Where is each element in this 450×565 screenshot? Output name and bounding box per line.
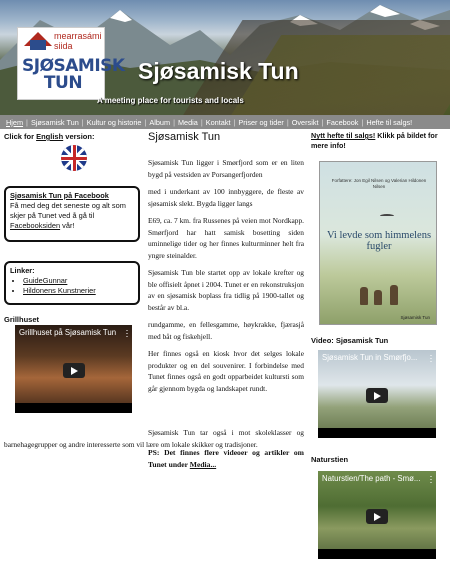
figure-icon — [374, 290, 382, 305]
video-title: Grillhuset på Sjøsamisk Tun — [19, 328, 117, 337]
link-guidegunnar[interactable]: • GuideGunnar — [23, 276, 134, 286]
bird-icon — [380, 214, 394, 218]
paragraph: E69, ca. 7 km. fra Russenes på veien mot Nordkapp. Smørfjord har hatt samisk bosetting siden uminnelige tider og her finnes kulturminner helt fra yngre steinalder. — [148, 216, 304, 260]
nav-item-priser[interactable]: Priser og tider — [238, 117, 284, 127]
links-box — [4, 261, 140, 305]
book-title: Vi levde som himmelens fugler — [326, 230, 432, 252]
paragraph: med i underkant av 100 innbyggere, de fleste av sjøsamisk slekt. Bygda ligger langs — [148, 187, 304, 208]
english-link[interactable]: English — [36, 132, 64, 141]
left-sidebar — [4, 132, 140, 141]
english-version-label: Click for English version: — [4, 132, 95, 141]
main-content — [148, 131, 304, 394]
paragraph: Her finnes også en kiosk hvor det selges lokale produkter og en del souvenirer. I forbindelse med Tunet finnes også en godt opparbeidet kultursti som går gjennom bygda og landskapet rundt. — [148, 349, 304, 393]
paragraph-wide: Sjøsamisk Tun tar også i mot skoleklasser og barnehagegrupper og andre interesserte som vil lære om lokale skikker og tradisjoner. — [4, 428, 304, 449]
site-title: Sjøsamisk Tun — [138, 58, 299, 84]
video-title: Naturstien/The path - Smø... — [322, 474, 421, 483]
more-options-icon[interactable] — [430, 354, 432, 362]
new-booklet-link[interactable]: Nytt hefte til salgs! — [311, 131, 376, 140]
video-title: Sjøsamisk Tun in Smørfjo... — [322, 353, 418, 362]
media-link[interactable]: Media... — [189, 459, 217, 469]
video-controls-bar — [15, 403, 132, 413]
link-hildonens[interactable]: • Hildonens Kunstnerier — [23, 286, 134, 296]
nav-item-hjem[interactable]: Hjem — [6, 117, 24, 127]
video-controls-bar — [318, 428, 436, 438]
video-heading: Video: Sjøsamisk Tun — [311, 336, 389, 345]
links-heading: Linker: — [10, 266, 35, 275]
grillhuset-heading: Grillhuset — [4, 315, 40, 324]
naturstien-heading: Naturstien — [311, 455, 349, 464]
figure-icon — [390, 285, 398, 305]
nav-item-sjosamisk-tun[interactable]: Sjøsamisk Tun — [30, 117, 79, 127]
logo-emblem-door — [30, 40, 46, 50]
uk-flag-icon[interactable] — [61, 145, 87, 171]
nav-item-media[interactable]: Media — [177, 117, 198, 127]
book-publisher: Sjøsamisk Tun — [400, 315, 430, 320]
grillhuset-video[interactable] — [15, 325, 132, 413]
sjosamisk-tun-video[interactable] — [318, 350, 436, 438]
site-header — [0, 0, 450, 115]
nav-item-kultur[interactable]: Kultur og historie — [86, 117, 142, 127]
play-button-icon[interactable] — [366, 388, 388, 403]
nav-item-kontakt[interactable]: Kontakt — [205, 117, 231, 127]
nav-item-hefte[interactable]: Hefte til salgs! — [366, 117, 413, 127]
logo-wordmark: SJØSAMISK TUN — [22, 56, 125, 93]
book-cover-image[interactable] — [319, 161, 437, 325]
site-logo[interactable] — [17, 27, 125, 100]
facebook-heading[interactable]: Sjøsamisk Tun på Facebook — [10, 191, 109, 200]
more-options-icon[interactable] — [126, 329, 128, 337]
nav-item-oversikt[interactable]: Oversikt — [291, 117, 319, 127]
new-booklet-note: Nytt hefte til salgs! Klikk på bildet for mere info! — [311, 131, 438, 150]
site-tagline: A meeting place for tourists and locals — [97, 96, 244, 105]
facebook-page-link[interactable]: Facebooksiden — [10, 221, 61, 230]
play-button-icon[interactable] — [366, 509, 388, 524]
logo-subtitle: mearrasámi siida — [54, 31, 102, 51]
paragraph: Sjøsamisk Tun ble startet opp av lokale krefter og ble offisielt åpnet i 2004. Tunet er en rekonstruksjon av en sjøsamisk boplass fra tidlig på 1900-tallet og består av bl.a. — [148, 268, 304, 312]
ps-note: PS: Det finnes flere videoer og artikler om Tunet under Media... — [148, 448, 304, 469]
video-controls-bar — [318, 549, 436, 559]
paragraph: rundgamme, en fellesgamme, høykrakke, fjærasjå med båt og fiskehjell. — [148, 320, 304, 341]
book-authors: Forfattere: Jon Egil Nilsen og Valerian Hildonen Nilsen — [331, 178, 427, 189]
page-title: Sjøsamisk Tun — [148, 131, 221, 143]
right-sidebar — [311, 131, 447, 320]
more-options-icon[interactable] — [430, 475, 432, 483]
nav-item-facebook[interactable]: Facebook — [326, 117, 359, 127]
facebook-box — [4, 186, 140, 242]
play-button-icon[interactable] — [63, 363, 85, 378]
naturstien-video[interactable] — [318, 471, 436, 559]
facebook-text: Få med deg det seneste og alt som skjer på Tunet ved å gå til Facebooksiden vår! — [10, 201, 126, 230]
paragraph: Sjøsamisk Tun ligger i Smørfjord som er en liten bygd på vestsiden av Porsangerfjorden — [148, 158, 304, 179]
main-nav: Hjem | Sjøsamisk Tun | Kultur og historie | Album | Media | Kontakt | Priser og tider | Oversikt | Facebook | Hefte til salgs! — [0, 115, 450, 129]
nav-item-album[interactable]: Album — [149, 117, 171, 127]
figure-icon — [360, 287, 368, 305]
